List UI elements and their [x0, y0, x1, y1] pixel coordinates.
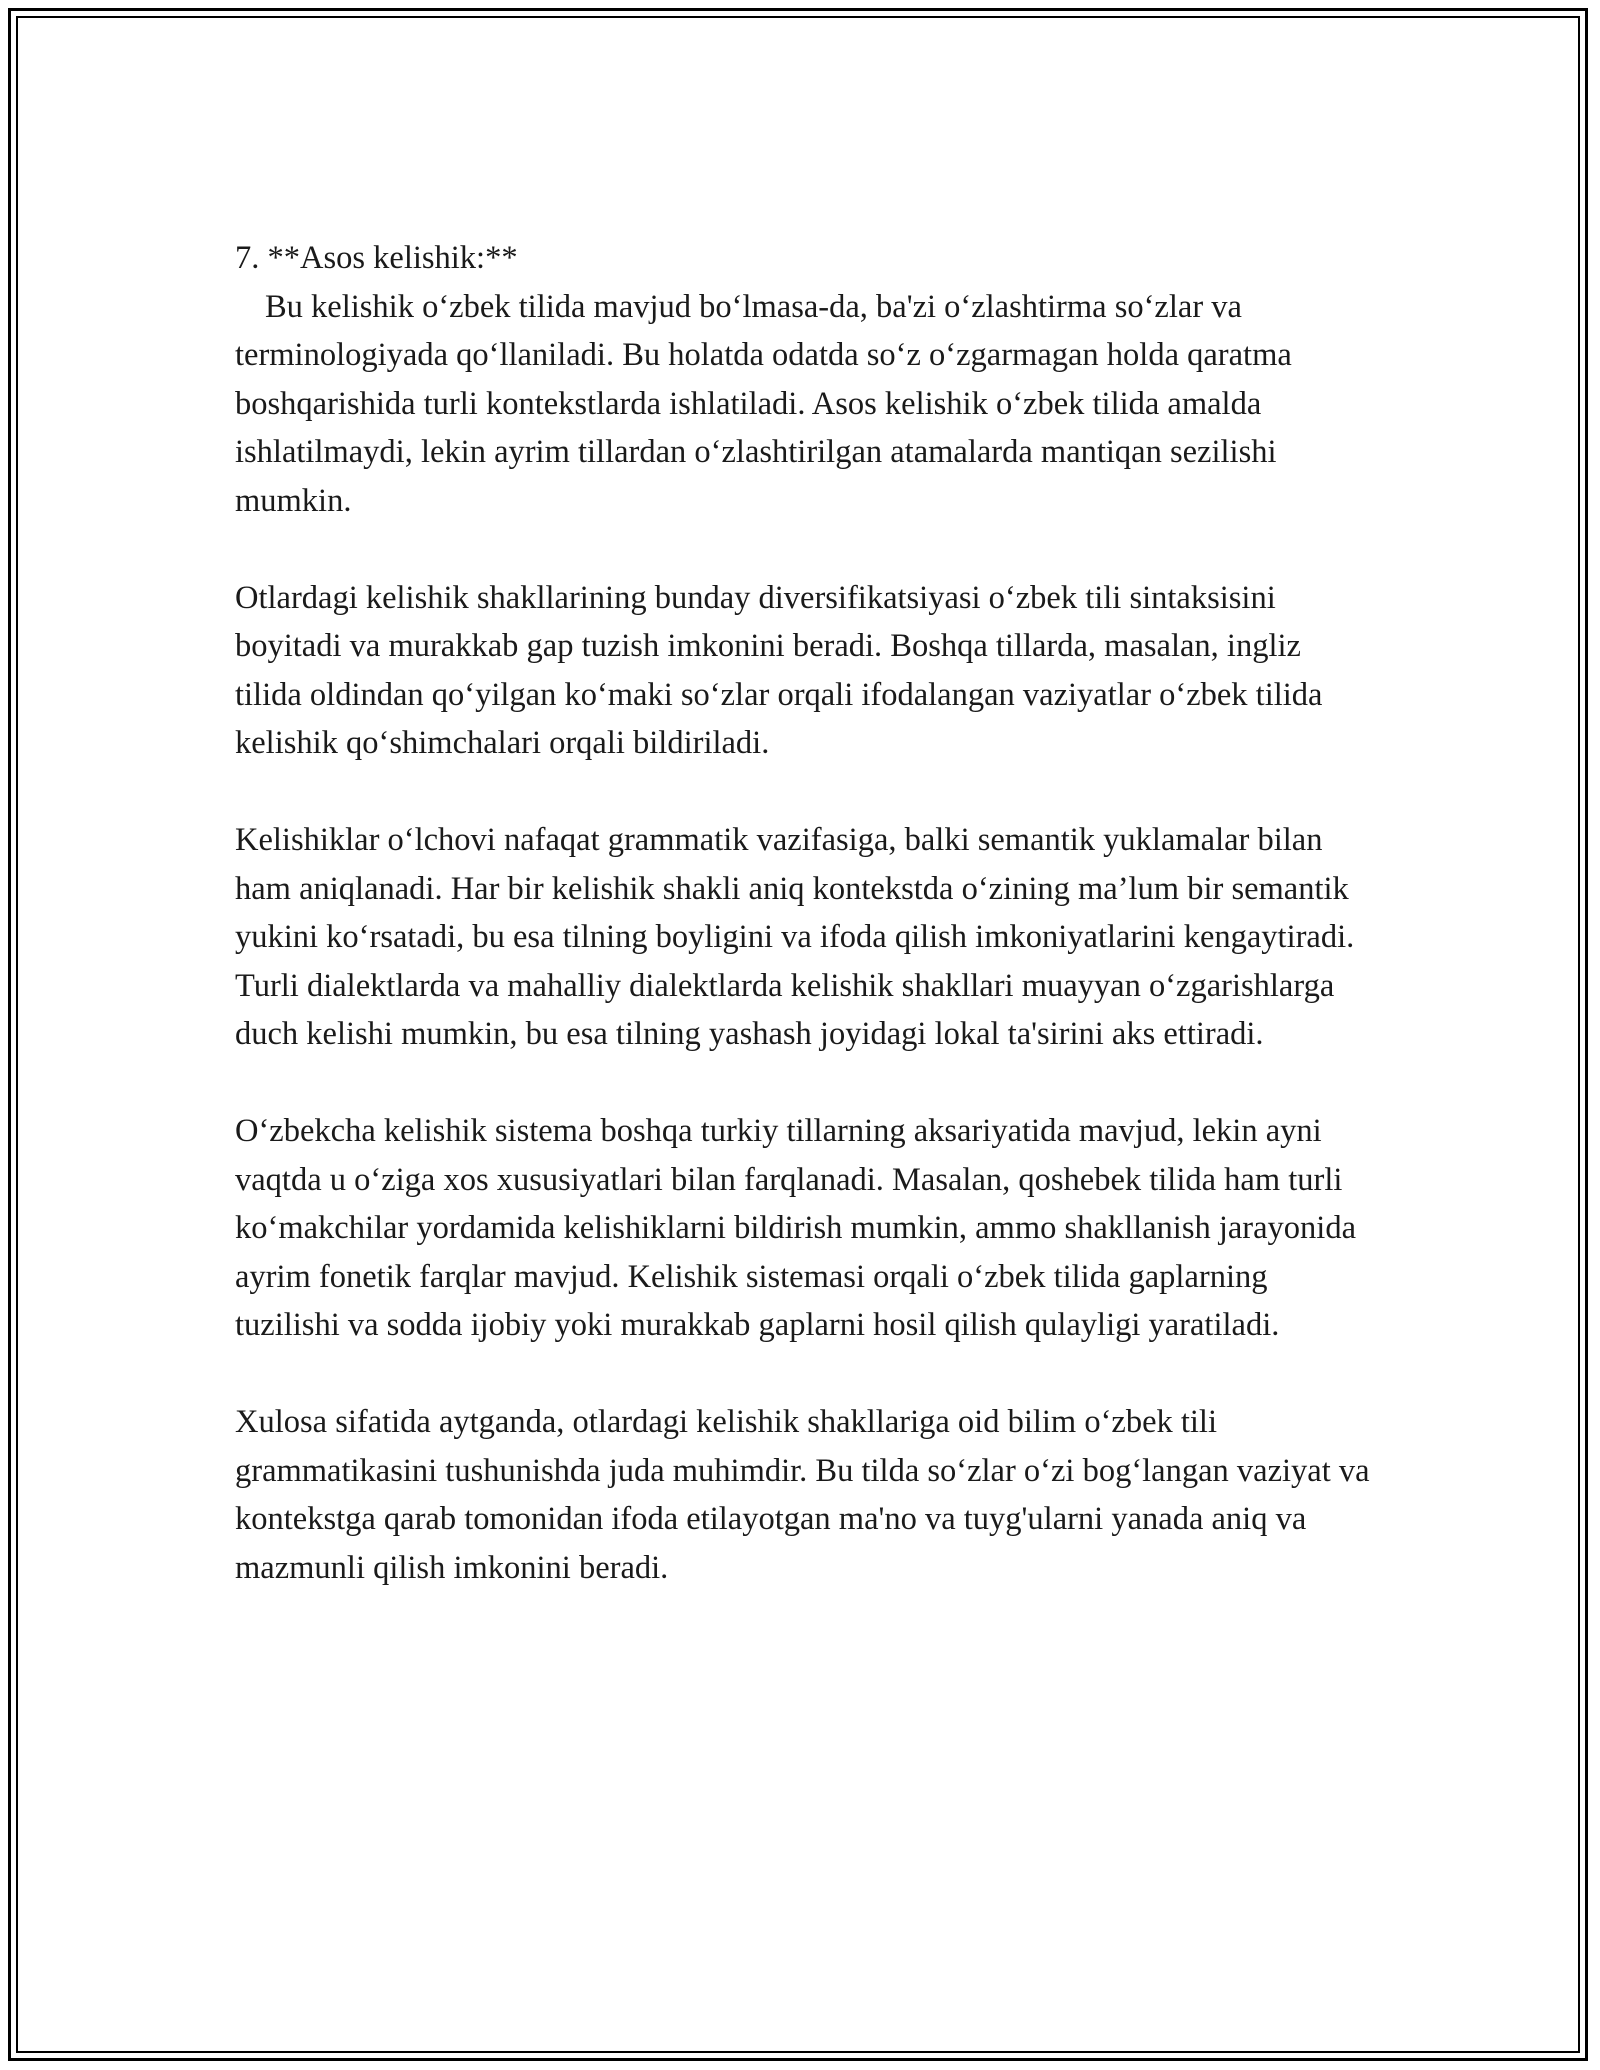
paragraph-2: Otlardagi kelishik shakllarining bunday diversifikatsiyasi o‘zbek tili sintaksisini boyitadi va murakkab gap tuzish imkonini beradi. Boshqa tillarda, masalan, ingliz tilida oldindan qo‘yilgan ko‘maki so‘zlar orqali ifodalangan vaziyatlar o‘zbek tilida kelishik qo‘shimchalari orqali bildiriladi. [235, 579, 1323, 761]
document-body [235, 234, 1375, 1641]
paragraph-1: Bu kelishik o‘zbek tilida mavjud bo‘lmasa-da, ba'zi o‘zlashtirma so‘zlar va terminologiyada qo‘llaniladi. Bu holatda odatda so‘z o‘zgarmagan holda qaratma boshqarishida turli kontekstlarda ishlatiladi. Asos kelishik o‘zbek tilida amalda ishlatilmaydi, lekin ayrim tillardan o‘zlashtirilgan atamalarda mantiqan sezilishi mumkin. [235, 288, 1292, 519]
paragraph-5: Xulosa sifatida aytganda, otlardagi kelishik shakllariga oid bilim o‘zbek tili grammatikasini tushunishda juda muhimdir. Bu tilda so‘zlar o‘zi bog‘langan vaziyat va kontekstga qarab tomonidan ifoda etilayotgan ma'no va tuyg'ularni yanada aniq va mazmunli qilish imkonini beradi. [235, 1404, 1370, 1586]
paragraph-4: O‘zbekcha kelishik sistema boshqa turkiy tillarning aksariyatida mavjud, lekin ayni vaqtda u o‘ziga xos xususiyatlari bilan farqlanadi. Masalan, qoshebek tilida ham turli ko‘makchilar yordamida kelishiklarni bildirish mumkin, ammo shakllanish jarayonida ayrim fonetik farqlar mavjud. Kelishik sistemasi orqali o‘zbek tilida gaplarning tuzilishi va sodda ijobiy yoki murakkab gaplarni hosil qilish qulayligi yaratiladi. [235, 1113, 1357, 1343]
section-asos-kelishik [235, 234, 1375, 525]
item-heading: 7. **Asos kelishik:** [235, 240, 518, 276]
paragraph-3: Kelishiklar o‘lchovi nafaqat grammatik vazifasiga, balki semantik yuklamalar bilan ham aniqlanadi. Har bir kelishik shakli aniq kontekstda o‘zining ma’lum bir semantik yukini ko‘rsatadi, bu esa tilning boyligini va ifoda qilish imkoniyatlarini kengaytiradi. Turli dialektlarda va mahalliy dialektlarda kelishik shakllari muayyan o‘zgarishlarga duch kelishi mumkin, bu esa tilning yashash joyidagi lokal ta'sirini aks ettiradi. [235, 822, 1355, 1052]
